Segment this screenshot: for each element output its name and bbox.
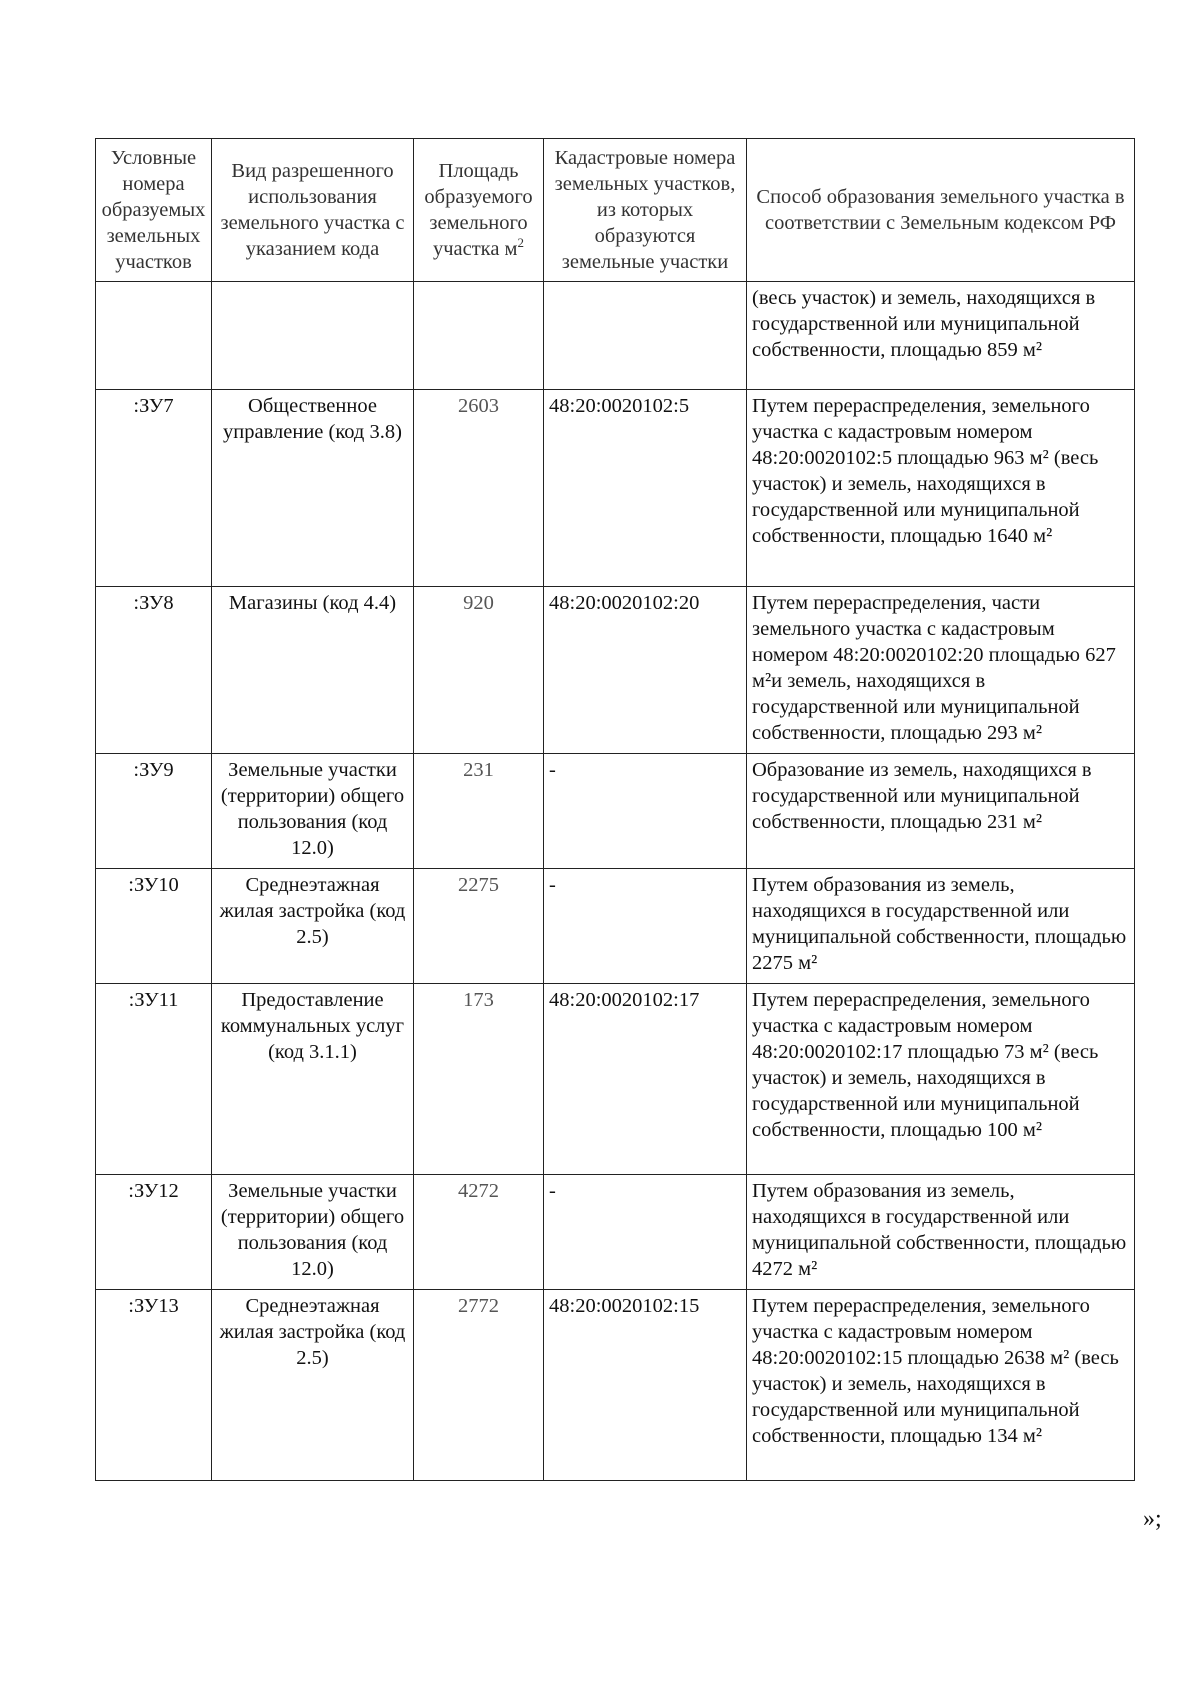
cadastral-cell [544,282,747,390]
area-cell: 173 [414,984,544,1175]
header-area-sup: 2 [517,235,525,251]
permitted-use-cell [212,282,414,390]
permitted-use-cell: Земельные участки (территории) общего пользования (код 12.0) [212,1175,414,1290]
area-cell: 920 [414,587,544,754]
header-area-label: Площадь образуемого земельного участка м [424,160,533,260]
cadastral-cell: - [544,869,747,984]
plot-number-cell: :ЗУ11 [96,984,212,1175]
permitted-use-cell: Общественное управление (код 3.8) [212,390,414,587]
table-row [96,754,1135,869]
header-permitted-use: Вид разрешенного использования земельного участка с указанием кода [212,139,414,282]
area-cell: 4272 [414,1175,544,1290]
header-plot-number: Условные номера образуемых земельных участков [96,139,212,282]
permitted-use-cell: Магазины (код 4.4) [212,587,414,754]
table-row [96,869,1135,984]
table-row [96,390,1135,587]
plot-number-cell: :ЗУ9 [96,754,212,869]
cadastral-cell: 48:20:0020102:17 [544,984,747,1175]
table-row [96,587,1135,754]
permitted-use-cell: Предоставление коммунальных услуг (код 3.1.1) [212,984,414,1175]
area-cell [414,282,544,390]
header-formation-method: Способ образования земельного участка в соответствии с Земельным кодексом РФ [747,139,1135,282]
table-row [96,282,1135,390]
area-cell: 2772 [414,1290,544,1481]
closing-quote-mark: »; [1143,1506,1162,1532]
plot-number-cell: :ЗУ7 [96,390,212,587]
header-area [414,139,544,282]
area-cell: 2275 [414,869,544,984]
cadastral-cell: 48:20:0020102:5 [544,390,747,587]
table-row [96,1290,1135,1481]
formation-method-cell: Путем образования из земель, находящихся в государственной или муниципальной собственности, площадью 2275 м² [747,869,1135,984]
table-row [96,1175,1135,1290]
land-plots-table [95,138,1135,1481]
cadastral-cell: 48:20:0020102:20 [544,587,747,754]
permitted-use-cell: Среднеэтажная жилая застройка (код 2.5) [212,1290,414,1481]
permitted-use-cell: Среднеэтажная жилая застройка (код 2.5) [212,869,414,984]
cadastral-cell: - [544,754,747,869]
plot-number-cell: :ЗУ8 [96,587,212,754]
area-cell: 231 [414,754,544,869]
cadastral-cell: 48:20:0020102:15 [544,1290,747,1481]
formation-method-cell: Путем перераспределения, земельного участка с кадастровым номером 48:20:0020102:15 площадью 2638 м² (весь участок) и земель, находящихся в государственной или муниципальной собственности, площадью 134 м² [747,1290,1135,1481]
plot-number-cell: :ЗУ12 [96,1175,212,1290]
formation-method-cell: Путем перераспределения, земельного участка с кадастровым номером 48:20:0020102:5 площадью 963 м² (весь участок) и земель, находящихся в государственной или муниципальной собственности, площадью 1640 м² [747,390,1135,587]
plot-number-cell: :ЗУ10 [96,869,212,984]
formation-method-cell: Путем перераспределения, земельного участка с кадастровым номером 48:20:0020102:17 площадью 73 м² (весь участок) и земель, находящихся в государственной или муниципальной собственности, площадью 100 м² [747,984,1135,1175]
plot-number-cell: :ЗУ13 [96,1290,212,1481]
area-cell: 2603 [414,390,544,587]
plot-number-cell [96,282,212,390]
formation-method-cell: Образование из земель, находящихся в государственной или муниципальной собственности, площадью 231 м² [747,754,1135,869]
table-row [96,984,1135,1175]
formation-method-cell: Путем перераспределения, части земельного участка с кадастровым номером 48:20:0020102:20 площадью 627 м²и земель, находящихся в государственной или муниципальной собственности, площадью 293 м² [747,587,1135,754]
formation-method-cell: (весь участок) и земель, находящихся в государственной или муниципальной собственности, площадью 859 м² [747,282,1135,390]
table-header-row [96,139,1135,282]
permitted-use-cell: Земельные участки (территории) общего пользования (код 12.0) [212,754,414,869]
formation-method-cell: Путем образования из земель, находящихся в государственной или муниципальной собственности, площадью 4272 м² [747,1175,1135,1290]
cadastral-cell: - [544,1175,747,1290]
header-cadastral-numbers: Кадастровые номера земельных участков, из которых образуются земельные участки [544,139,747,282]
